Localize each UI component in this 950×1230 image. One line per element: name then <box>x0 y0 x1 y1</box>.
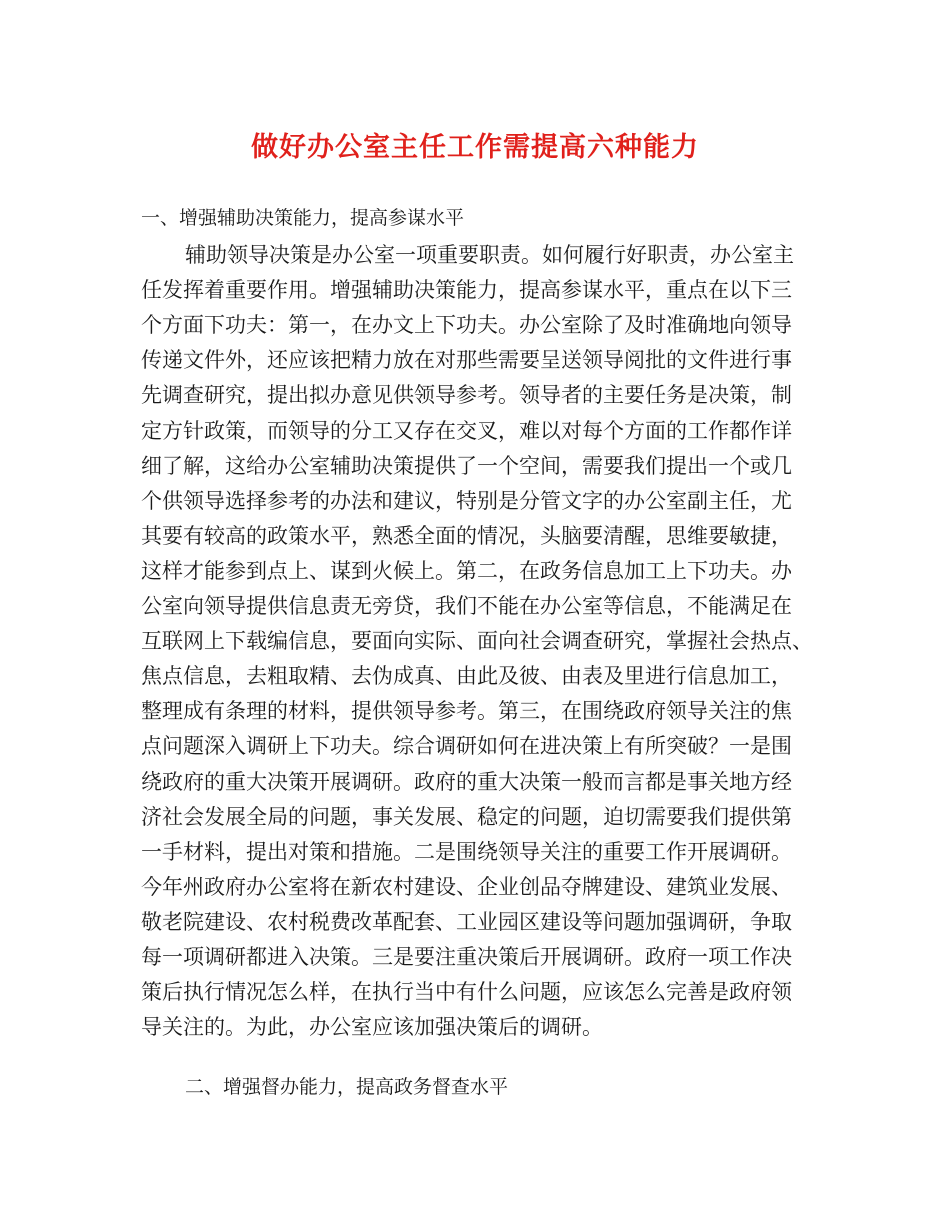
document-title: 做好办公室主任工作需提高六种能力 <box>251 132 699 163</box>
paragraph-line: 敬老院建设、农村税费改革配套、工业园区建设等问题加强调研，争取 <box>141 910 792 934</box>
paragraph-line: 策后执行情况怎么样，在执行当中有什么问题，应该怎么完善是政府领 <box>141 980 792 1004</box>
paragraph-line: 点问题深入调研上下功夫。综合调研如何在进决策上有所突破？一是围 <box>141 734 792 758</box>
paragraph-line: 公室向领导提供信息责无旁贷，我们不能在办公室等信息，不能满足在 <box>141 594 792 618</box>
paragraph-line: 导关注的。为此，办公室应该加强决策后的调研。 <box>141 1015 603 1039</box>
paragraph-line: 今年州政府办公室将在新农村建设、企业创品夺牌建设、建筑业发展、 <box>141 875 792 899</box>
paragraph-line: 细了解，这给办公室辅助决策提供了一个空间，需要我们提出一个或几 <box>141 454 792 478</box>
section-heading-1: 一、增强辅助决策能力，提高参谋水平 <box>141 207 465 229</box>
paragraph-line: 传递文件外，还应该把精力放在对那些需要呈送领导阅批的文件进行事 <box>141 348 792 372</box>
paragraph-line: 整理成有条理的材料，提供领导参考。第三，在围绕政府领导关注的焦 <box>141 699 792 723</box>
paragraph-line: 每一项调研都进入决策。三是要注重决策后开展调研。政府一项工作决 <box>141 945 792 969</box>
paragraph-line: 济社会发展全局的问题，事关发展、稳定的问题，迫切需要我们提供第 <box>141 805 792 829</box>
paragraph-line: 辅助领导决策是办公室一项重要职责。如何履行好职责，办公室主 <box>185 243 794 267</box>
paragraph-line: 个供领导选择参考的办法和建议，特别是分管文字的办公室副主任，尤 <box>141 489 792 513</box>
paragraph-line: 任发挥着重要作用。增强辅助决策能力，提高参谋水平，重点在以下三 <box>141 278 792 302</box>
paragraph-line: 焦点信息，去粗取精、去伪成真、由此及彼、由表及里进行信息加工， <box>141 664 792 688</box>
paragraph-line: 定方针政策，而领导的分工又存在交叉，难以对每个方面的工作都作详 <box>141 419 792 443</box>
paragraph-line: 先调查研究，提出拟办意见供领导参考。领导者的主要任务是决策，制 <box>141 383 792 407</box>
paragraph-line: 绕政府的重大决策开展调研。政府的重大决策一般而言都是事关地方经 <box>141 770 792 794</box>
paragraph-line: 互联网上下载编信息，要面向实际、面向社会调查研究，掌握社会热点、 <box>141 629 813 653</box>
section-heading-2: 二、增强督办能力，提高政务督查水平 <box>185 1076 509 1098</box>
paragraph-line: 一手材料，提出对策和措施。二是围绕领导关注的重要工作开展调研。 <box>141 840 792 864</box>
paragraph-line: 这样才能参到点上、谋到火候上。第二，在政务信息加工上下功夫。办 <box>141 559 792 583</box>
paragraph-line: 个方面下功夫：第一，在办文上下功夫。办公室除了及时准确地向领导 <box>141 313 792 337</box>
paragraph-line: 其要有较高的政策水平，熟悉全面的情况，头脑要清醒，思维要敏捷， <box>141 524 792 548</box>
